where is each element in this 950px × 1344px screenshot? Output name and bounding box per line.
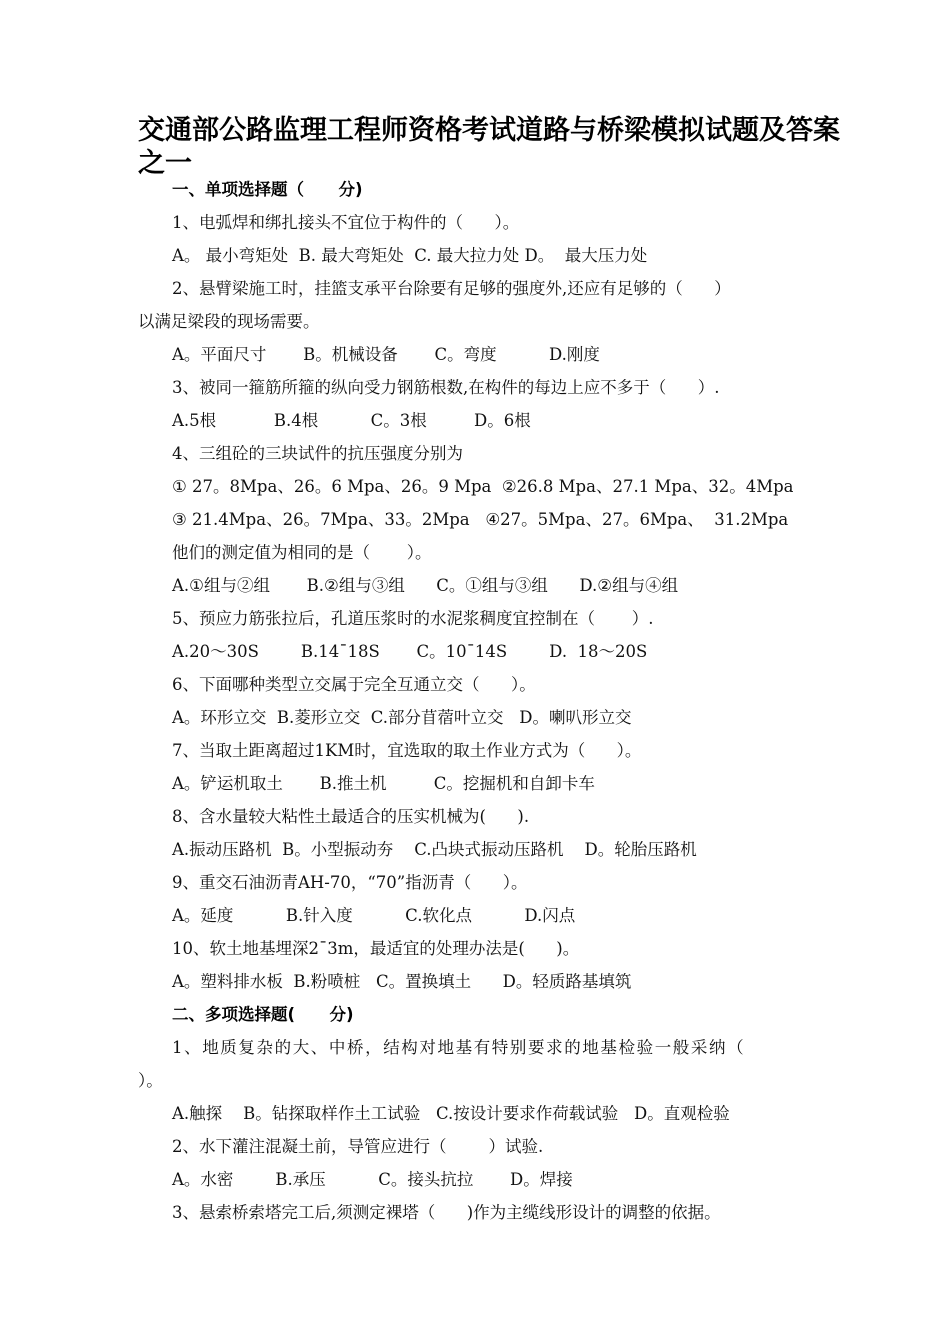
- question-line: 他们的测定值为相同的是（ ）。: [172, 543, 432, 562]
- options-line: A。平面尺寸 B。机械设备 C。弯度 D.刚度: [172, 345, 600, 364]
- question-line: 1、地质复杂的大、中桥，结构对地基有特别要求的地基检验一般采纳（: [172, 1038, 746, 1057]
- question-line-continuation: ）。: [138, 1071, 163, 1090]
- options-line: A.20～30S B.14¯18S C。10¯14S D. 18～20S: [172, 642, 648, 661]
- question-line-continuation: 以满足梁段的现场需要。: [138, 312, 320, 331]
- question-line: 4、三组砼的三块试件的抗压强度分别为: [172, 444, 463, 463]
- data-line: ① 27。8Mpa、26。6 Mpa、26。9 Mpa ②26.8 Mpa、27.1 Mpa、32。4Mpa: [172, 477, 794, 496]
- question-line: 1、电弧焊和绑扎接头不宜位于构件的（ ）。: [172, 213, 520, 232]
- question-line: 7、当取土距离超过1KM时，宜选取的取土作业方式为（ ）。: [172, 741, 642, 760]
- question-line: 6、下面哪种类型立交属于完全互通立交（ ）。: [172, 675, 536, 694]
- options-line: A.振动压路机 B。小型振动夯 C.凸块式振动压路机 D。轮胎压路机: [172, 840, 697, 859]
- options-line: A.①组与②组 B.②组与③组 C。①组与③组 D.②组与④组: [172, 576, 679, 595]
- question-line: 2、悬臂梁施工时，挂篮支承平台除要有足够的强度外,还应有足够的（ ）: [172, 279, 731, 298]
- question-line: 5、预应力筋张拉后，孔道压浆时的水泥浆稠度宜控制在（ ）.: [172, 609, 654, 628]
- options-line: A。延度 B.针入度 C.软化点 D.闪点: [172, 906, 576, 925]
- options-line: A。塑料排水板 B.粉喷桩 C。置换填土 D。轻质路基填筑: [172, 972, 632, 991]
- options-line: A。水密 B.承压 C。接头抗拉 D。焊接: [172, 1170, 573, 1189]
- options-line: A。 最小弯矩处 B. 最大弯矩处 C. 最大拉力处 D。 最大压力处: [172, 246, 648, 265]
- options-line: A.5根 B.4根 C。3根 D。6根: [172, 411, 531, 430]
- section-heading-multiple-choice: 二、多项选择题( 分): [172, 1005, 354, 1024]
- section-heading-single-choice: 一、单项选择题（ 分): [172, 180, 363, 199]
- question-line: 9、重交石油沥青AH-70，“70”指沥青（ ）。: [172, 873, 528, 892]
- data-line: ③ 21.4Mpa、26。7Mpa、33。2Mpa ④27。5Mpa、27。6Mpa、 31.2Mpa: [172, 510, 789, 529]
- question-line: 2、水下灌注混凝土前，导管应进行（ ）试验.: [172, 1137, 544, 1156]
- question-line: 3、悬索桥索塔完工后,须测定裸塔（ )作为主缆线形设计的调整的依据。: [172, 1203, 721, 1222]
- question-line: 8、含水量较大粘性土最适合的压实机械为( ).: [172, 807, 530, 826]
- document-title: 交通部公路监理工程师资格考试道路与桥梁模拟试题及答案之一: [138, 115, 840, 179]
- options-line: A。铲运机取土 B.推土机 C。挖掘机和自卸卡车: [172, 774, 595, 793]
- question-line: 3、被同一箍筋所箍的纵向受力钢筋根数,在构件的每边上应不多于（ ）.: [172, 378, 720, 397]
- options-line: A.触探 B。钻探取样作土工试验 C.按设计要求作荷载试验 D。直观检验: [172, 1104, 730, 1123]
- options-line: A。环形立交 B.菱形立交 C.部分苜蓿叶立交 D。喇叭形立交: [172, 708, 632, 727]
- question-line: 10、软土地基埋深2¯3m，最适宜的处理办法是( )。: [172, 939, 580, 958]
